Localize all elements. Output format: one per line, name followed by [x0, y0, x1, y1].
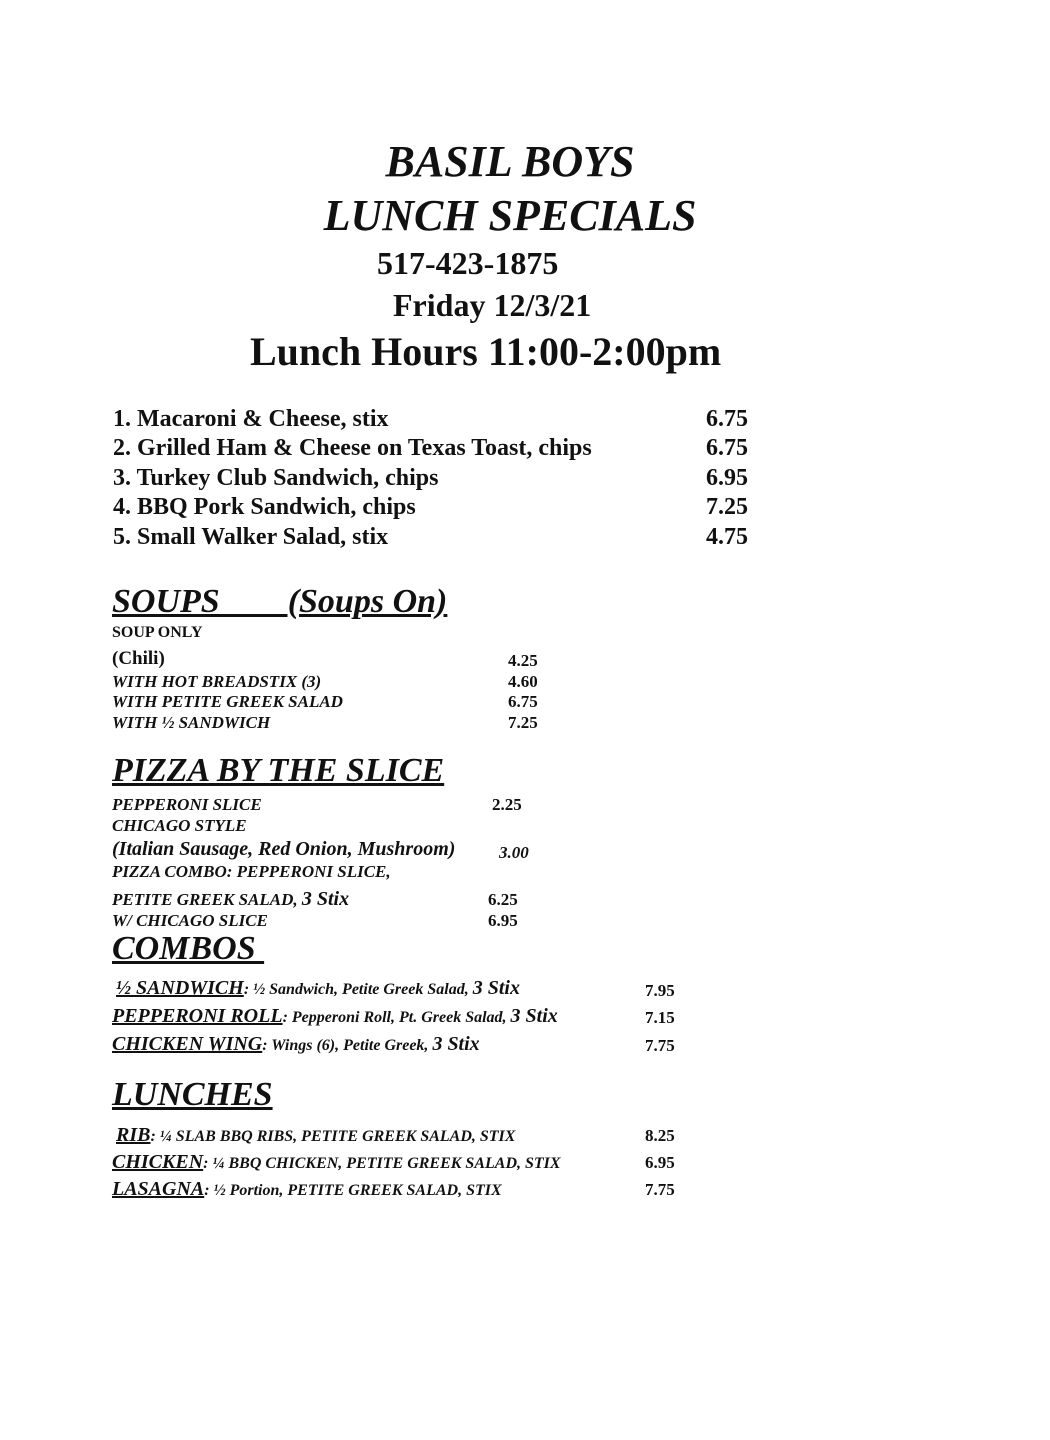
pizza-combo-name — [112, 888, 349, 911]
title-lunch-specials: LUNCH SPECIALS — [323, 191, 697, 240]
lunch-label: LASAGNA — [112, 1178, 205, 1200]
special-name: 4. BBQ Pork Sandwich, chips — [113, 494, 416, 520]
lunches-heading: LUNCHES — [112, 1076, 273, 1113]
soup-item-name: WITH HOT BREADSTIX (3) — [112, 672, 322, 691]
chicago-combo-price: 6.95 — [488, 911, 518, 930]
soup-item-name: WITH PETITE GREEK SALAD — [112, 692, 343, 711]
pizza-combo-price: 6.25 — [488, 890, 518, 909]
soup-item-price: 6.75 — [508, 692, 538, 711]
combo-row — [112, 1033, 480, 1056]
combo-stix: 3 Stix — [510, 1005, 558, 1027]
special-price: 6.95 — [706, 465, 748, 491]
lunch-price: 6.95 — [645, 1153, 675, 1172]
pepperoni-slice-name: PEPPERONI SLICE — [112, 795, 262, 814]
title-restaurant: BASIL BOYS — [385, 137, 635, 186]
special-price: 7.25 — [706, 494, 748, 520]
combo-desc: : Pepperoni Roll, Pt. Greek Salad, — [282, 1009, 511, 1026]
lunch-desc: : ½ Portion, PETITE GREEK SALAD, STIX — [204, 1182, 502, 1199]
lunch-desc: : ¼ SLAB BBQ RIBS, PETITE GREEK SALAD, STIX — [150, 1128, 516, 1145]
lunch-row — [112, 1178, 502, 1201]
menu-date: Friday 12/3/21 — [393, 287, 592, 323]
chicago-style-label: CHICAGO STYLE — [112, 816, 247, 835]
soups-heading: SOUPS (Soups On) — [112, 583, 448, 620]
special-name: 5. Small Walker Salad, stix — [113, 524, 389, 550]
combo-price: 7.15 — [645, 1008, 675, 1027]
pizza-heading: PIZZA BY THE SLICE — [112, 752, 445, 789]
special-price: 6.75 — [706, 435, 748, 461]
lunch-label: RIB — [116, 1124, 151, 1146]
combo-price: 7.75 — [645, 1036, 675, 1055]
chicago-combo-name: W/ CHICAGO SLICE — [112, 911, 268, 930]
special-price: 4.75 — [706, 524, 748, 550]
pizza-combo-stix: 3 Stix — [301, 888, 350, 910]
lunch-price: 7.75 — [645, 1180, 675, 1199]
chicago-toppings: (Italian Sausage, Red Onion, Mushroom) — [112, 838, 456, 860]
soup-only-label: SOUP ONLY — [112, 624, 203, 641]
pizza-combo-text: PETITE GREEK SALAD, — [112, 890, 298, 909]
lunch-label: CHICKEN — [112, 1151, 204, 1173]
combo-row — [112, 1005, 558, 1028]
combos-heading: COMBOS — [112, 930, 265, 967]
soup-item-price: 7.25 — [508, 713, 538, 732]
special-name: 1. Macaroni & Cheese, stix — [113, 406, 389, 432]
combo-stix: 3 Stix — [472, 977, 520, 999]
lunch-desc: : ¼ BBQ CHICKEN, PETITE GREEK SALAD, STIX — [203, 1155, 561, 1172]
combo-price: 7.95 — [645, 981, 675, 1000]
chicago-price: 3.00 — [499, 843, 529, 862]
soup-item-price: 4.25 — [508, 651, 538, 670]
combo-row — [116, 977, 520, 1000]
lunch-price: 8.25 — [645, 1126, 675, 1145]
phone-number: 517-423-1875 — [377, 245, 559, 281]
combo-stix: 3 Stix — [432, 1033, 480, 1055]
soup-item-name: WITH ½ SANDWICH — [112, 713, 271, 732]
pepperoni-slice-price: 2.25 — [492, 795, 522, 814]
lunch-row — [112, 1151, 561, 1174]
combo-label: ½ SANDWICH — [116, 977, 244, 999]
combo-desc: : Wings (6), Petite Greek, — [262, 1037, 433, 1054]
special-price: 6.75 — [706, 406, 748, 432]
lunch-row — [116, 1124, 515, 1147]
special-name: 2. Grilled Ham & Cheese on Texas Toast, chips — [113, 435, 592, 461]
combo-label: PEPPERONI ROLL — [112, 1005, 283, 1027]
combo-desc: : ½ Sandwich, Petite Greek Salad, — [243, 981, 473, 998]
soup-item-price: 4.60 — [508, 672, 538, 691]
lunch-hours: Lunch Hours 11:00-2:00pm — [250, 329, 722, 374]
pizza-combo-label: PIZZA COMBO: PEPPERONI SLICE, — [112, 862, 391, 881]
special-name: 3. Turkey Club Sandwich, chips — [113, 465, 439, 491]
combo-label: CHICKEN WING — [112, 1033, 263, 1055]
soup-item-name: (Chili) — [112, 648, 165, 669]
